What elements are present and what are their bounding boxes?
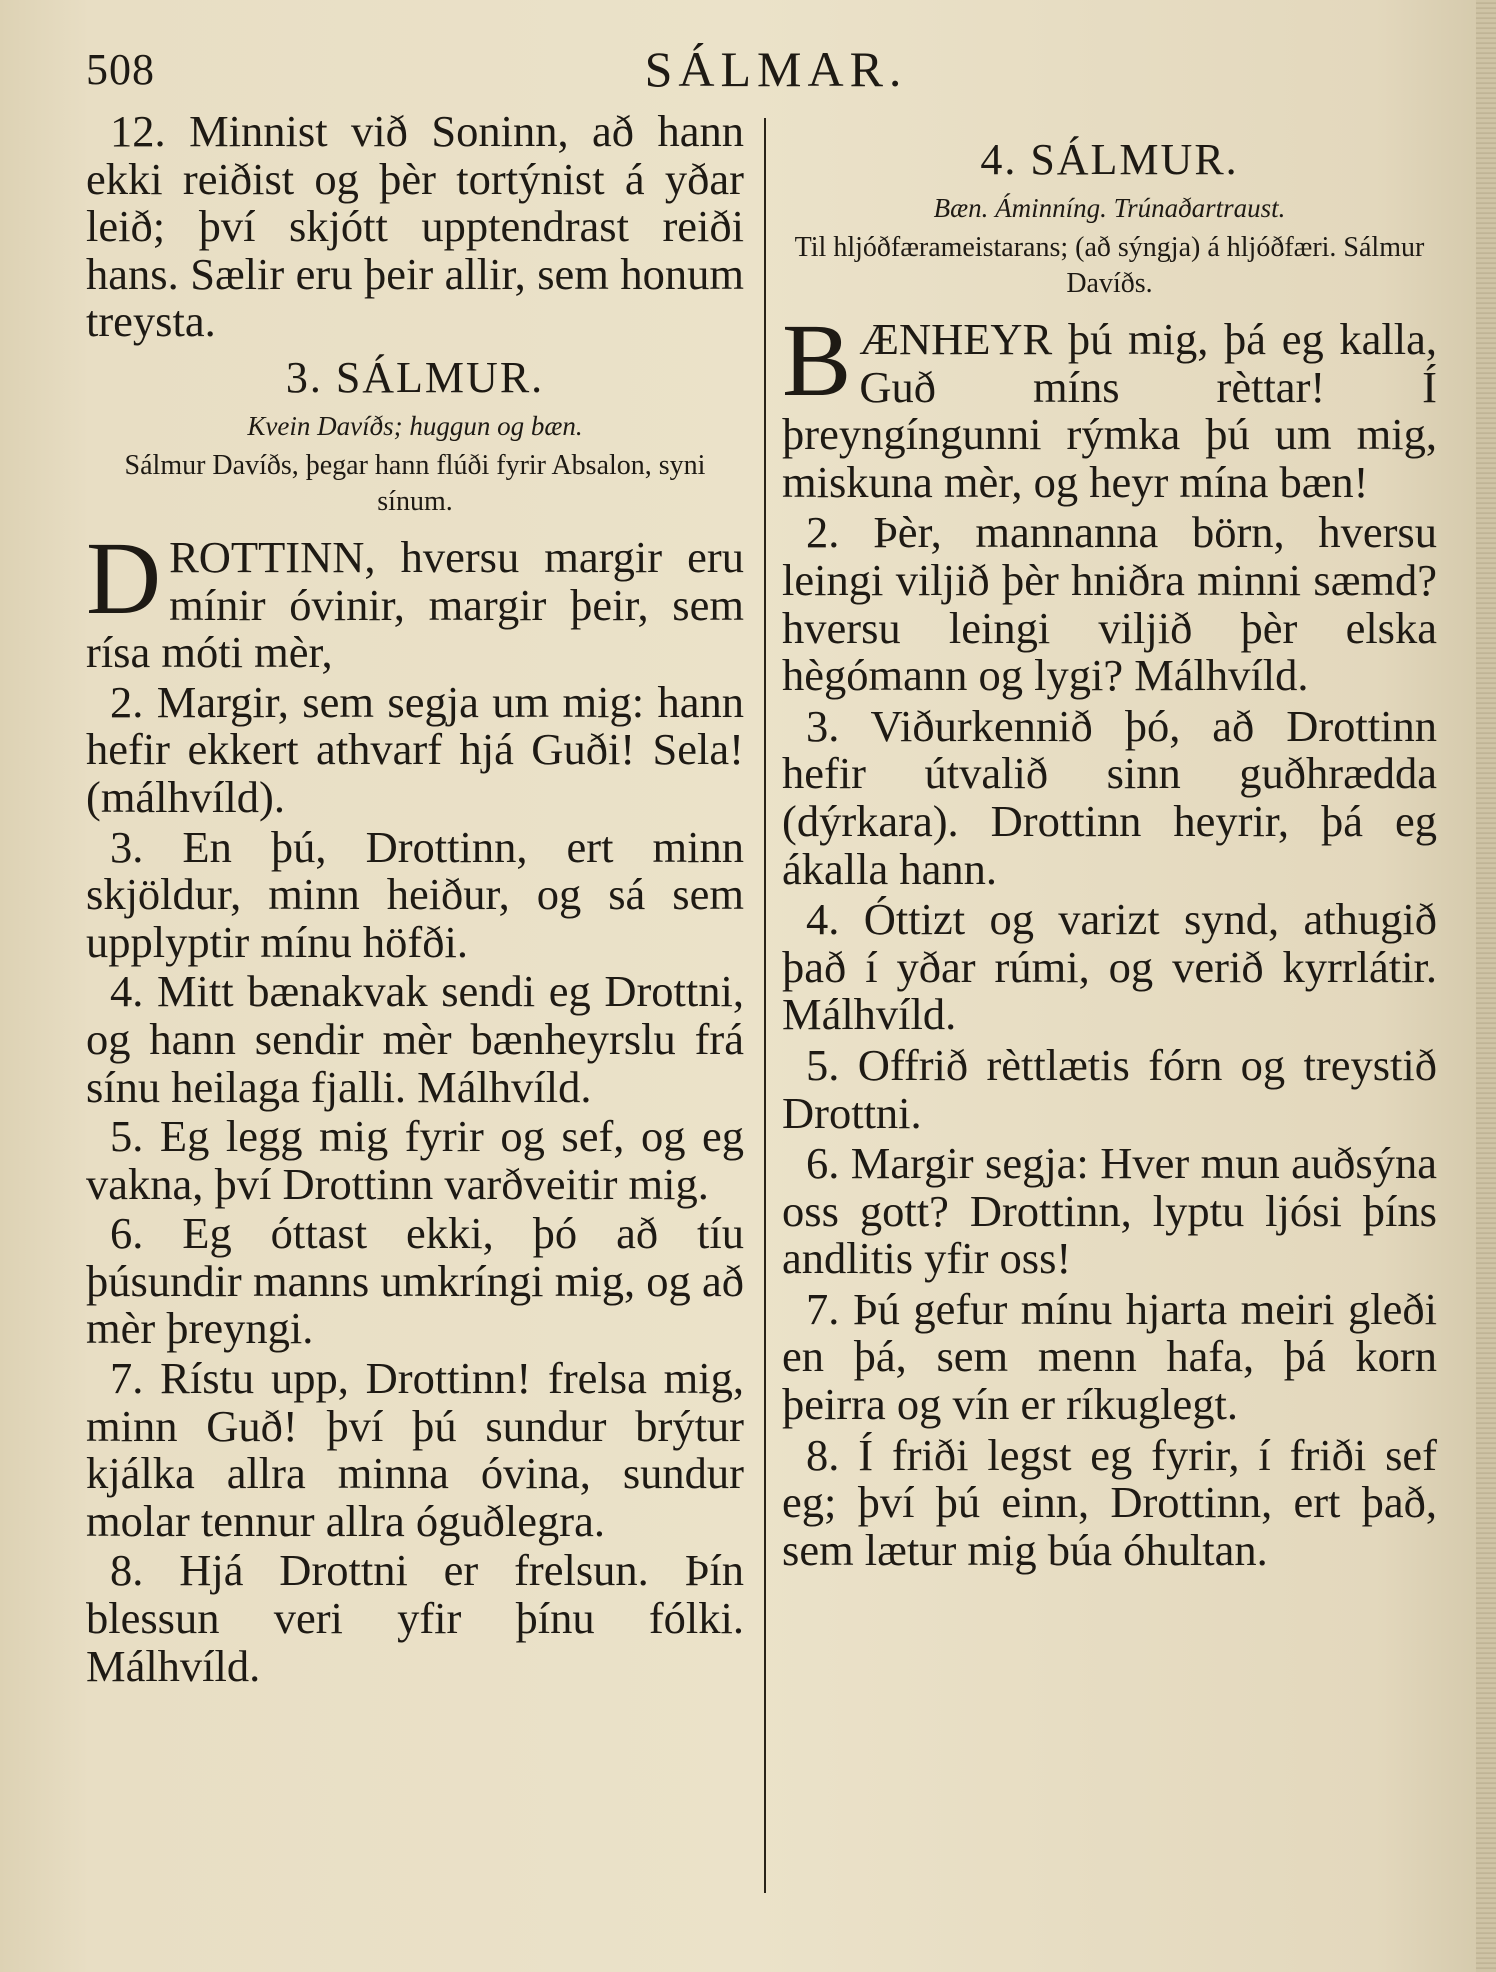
psalm-3-verse-6: 6. Eg óttast ekki, þó að tíu þúsundir manns umkríngi mig, og að mèr þreyngi.	[86, 1208, 744, 1354]
page-header	[86, 40, 1426, 110]
psalm-3-verse-3: 3. En þú, Drottinn, ert minn skjöldur, minn heiður, og sá sem upplyptir mínu höfði.	[86, 821, 744, 967]
psalm-3-subtitle: Kvein Davíðs; huggun og bæn.	[247, 410, 583, 441]
psalm-4-verse-4: 4. Óttizt og varizt synd, athugið það í yðar rúmi, og verið kyrrlátir. Málhvíld.	[782, 894, 1437, 1040]
psalm-3-intro: Sálmur Davíðs, þegar hann flúði fyrir Absalon, syni sínum.	[124, 449, 706, 517]
psalm-3-verse-8: 8. Hjá Drottni er frelsun. Þín blessun veri yfir þínu fólki. Málhvíld.	[86, 1545, 744, 1691]
psalm-4-verse-2: 2. Þèr, mannanna börn, hversu leingi viljið þèr hniðra minni sæmd? hversu leingi viljið þèr elska hègómann og lygi? Málhvíld.	[782, 507, 1437, 701]
psalm-3-verse-7: 7. Rístu upp, Drottinn! frelsa mig, minn Guð! því þú sundur brýtur kjálka allra minna óvina, sundur molar tennur allra óguðlegra.	[86, 1353, 744, 1546]
right-column	[782, 108, 1437, 1574]
psalm-3-heading: 3. SÁLMUR.	[285, 352, 545, 402]
page-edge	[1476, 0, 1496, 1972]
column-divider	[764, 118, 766, 1893]
verse-text: ÆNHEYR þú mig, þá eg kalla, Guð míns rèttar! Í þreyngíngunni rýmka þú um mig, miskuna mèr, og heyr mína bæn!	[782, 314, 1437, 507]
verse-12: 12. Minnist við Soninn, að hann ekki reiðist og þèr tortýnist á yðar leið; því skjótt upptendrast reiði hans. Sælir eru þeir allir, sem honum treysta.	[86, 106, 744, 347]
psalm-4-verse-3: 3. Viðurkennið þó, að Drottinn hefir útvalið sinn guðhrædda (dýrkara). Drottinn heyrir, þá eg ákalla hann.	[782, 700, 1437, 894]
psalm-4-verse-5: 5. Offrið rèttlætis fórn og treystið Drottni.	[782, 1039, 1437, 1138]
verse-text: ROTTINN, hversu margir eru mínir óvinir, margir þeir, sem rísa móti mèr,	[86, 531, 744, 678]
page-number: 508	[86, 45, 155, 94]
psalm-4-subtitle: Bæn. Áminníng. Trúnaðartraust.	[933, 193, 1286, 223]
drop-cap: B	[782, 303, 852, 418]
drop-cap: D	[86, 520, 162, 636]
psalm-3-verse-4: 4. Mitt bænakvak sendi eg Drottni, og hann sendir mèr bænheyrslu frá sínu heilaga fjalli. Málhvíld.	[86, 966, 744, 1112]
psalm-3-verse-5: 5. Eg legg mig fyrir og sef, og eg vakna, því Drottinn varðveitir mig.	[86, 1111, 744, 1209]
running-title: SÁLMAR.	[644, 41, 908, 97]
psalm-4-heading: 4. SÁLMUR.	[980, 135, 1239, 184]
psalm-4-verse-6: 6. Margir segja: Hver mun auðsýna oss gott? Drottinn, lyptu ljósi þíns andlitis yfir oss!	[782, 1138, 1437, 1284]
left-column	[86, 108, 744, 1690]
psalm-4-verse-7: 7. Þú gefur mínu hjarta meiri gleði en þá, sem menn hafa, þá korn þeirra og vín er ríkuglegt.	[782, 1283, 1437, 1430]
psalm-3-verse-2: 2. Margir, sem segja um mig: hann hefir ekkert athvarf hjá Guði! Sela! (málhvíld).	[86, 676, 744, 822]
psalm-4-verse-8: 8. Í friði legst eg fyrir, í friði sef eg; því þú einn, Drottinn, ert það, sem lætur mig búa óhultan.	[782, 1429, 1437, 1575]
psalm-4-intro: Til hljóðfærameistarans; (að sýngja) á hljóðfæri. Sálmur Davíðs.	[794, 232, 1425, 299]
psalm-3-verse-1	[86, 520, 744, 678]
psalm-4-verse-1	[782, 303, 1437, 507]
